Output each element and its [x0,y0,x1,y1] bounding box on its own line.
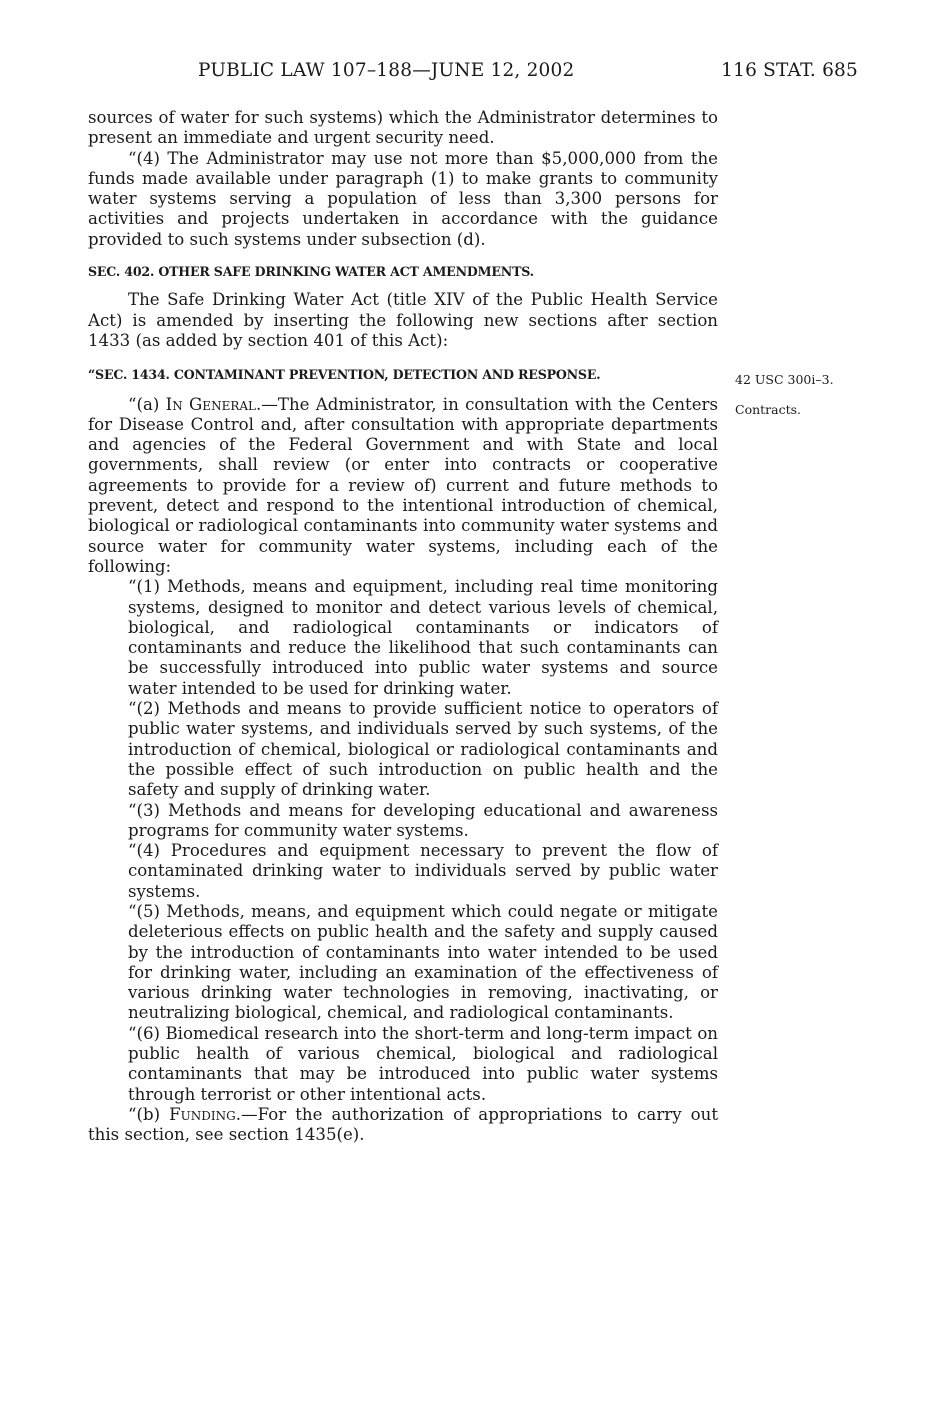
margin-note-contracts: Contracts. [735,402,802,417]
law-title: PUBLIC LAW 107–188—JUNE 12, 2002 [198,60,575,81]
list-item: “(2) Methods and means to provide sufficient notice to operators of public water systems, and individuals served by such systems, of the introduction of chemical, biological or radiological contaminants and the possible effect of such introduction on public health and the safety and supply of drinking water. [128,699,718,800]
statute-page-ref: 116 STAT. 685 [721,60,858,81]
paragraph-4: “(4) The Administrator may use not more than $5,000,000 from the funds made available under paragraph (1) to make grants to community water systems serving a population of less than 3,300 persons for activities and projects undertaken in accordance with the guidance provided to such systems under subsection (d). [88,148,718,249]
subsection-a-text: —The Administrator, in consultation with the Centers for Disease Control and, after consultation with appropriate departments and agencies of the Federal Government and with State and local governments, shall review (or enter into contracts or cooperative agreements to provide for a review of) current and future methods to prevent, detect and respond to the intentional introduction of chemical, biological or radiological contaminants into community water systems and source water for community water systems, including each of the following: [88,394,718,576]
subsection-b-caption: Funding. [169,1104,242,1124]
section-1434-heading: “SEC. 1434. CONTAMINANT PREVENTION, DETECTION AND RESPONSE. [88,367,601,383]
list-item: “(3) Methods and means for developing educational and awareness programs for community water systems. [128,800,718,840]
subsection-a-lead: “(a) [128,394,160,414]
list-item: “(1) Methods, means and equipment, including real time monitoring systems, designed to monitor and detect various levels of chemical, biological, and radiological contaminants or indicators of contaminants and reduce the likelihood that such contaminants can be successfully introduced into public water systems and source water intended to be used for drinking water. [128,577,718,698]
section-402-heading: SEC. 402. OTHER SAFE DRINKING WATER ACT AMENDMENTS. [88,264,534,280]
continued-paragraph: sources of water for such systems) which the Administrator determines to present an immediate and urgent security need. [88,108,718,148]
subsection-a [88,395,718,578]
subsection-b-lead: “(b) [128,1104,161,1124]
section-402-text: The Safe Drinking Water Act (title XIV of the Public Health Service Act) is amended by inserting the following new sections after section 1433 (as added by section 401 of this Act): [88,290,718,350]
margin-note-usc: 42 USC 300i–3. [735,372,834,387]
document-body [88,108,718,1146]
subsection-b-text: —For the authorization of appropriations to carry out this section, see section 1435(e). [88,1104,719,1145]
list-item: “(5) Methods, means, and equipment which could negate or mitigate deleterious effects on public health and the safety and supply caused by the introduction of contaminants into water intended to be used for drinking water, including an examination of the effectiveness of various drinking water technologies in removing, inactivating, or neutralizing biological, chemical, and radiological contaminants. [128,901,718,1023]
subsection-a-caption: In General. [165,394,262,414]
list-item: “(4) Procedures and equipment necessary to prevent the flow of contaminated drinking water to individuals served by public water systems. [128,841,718,901]
subsection-b [88,1105,718,1146]
list-item: “(6) Biomedical research into the short-term and long-term impact on public health of various chemical, biological and radiological contaminants that may be introduced into public water systems through terrorist or other intentional acts. [128,1023,718,1104]
